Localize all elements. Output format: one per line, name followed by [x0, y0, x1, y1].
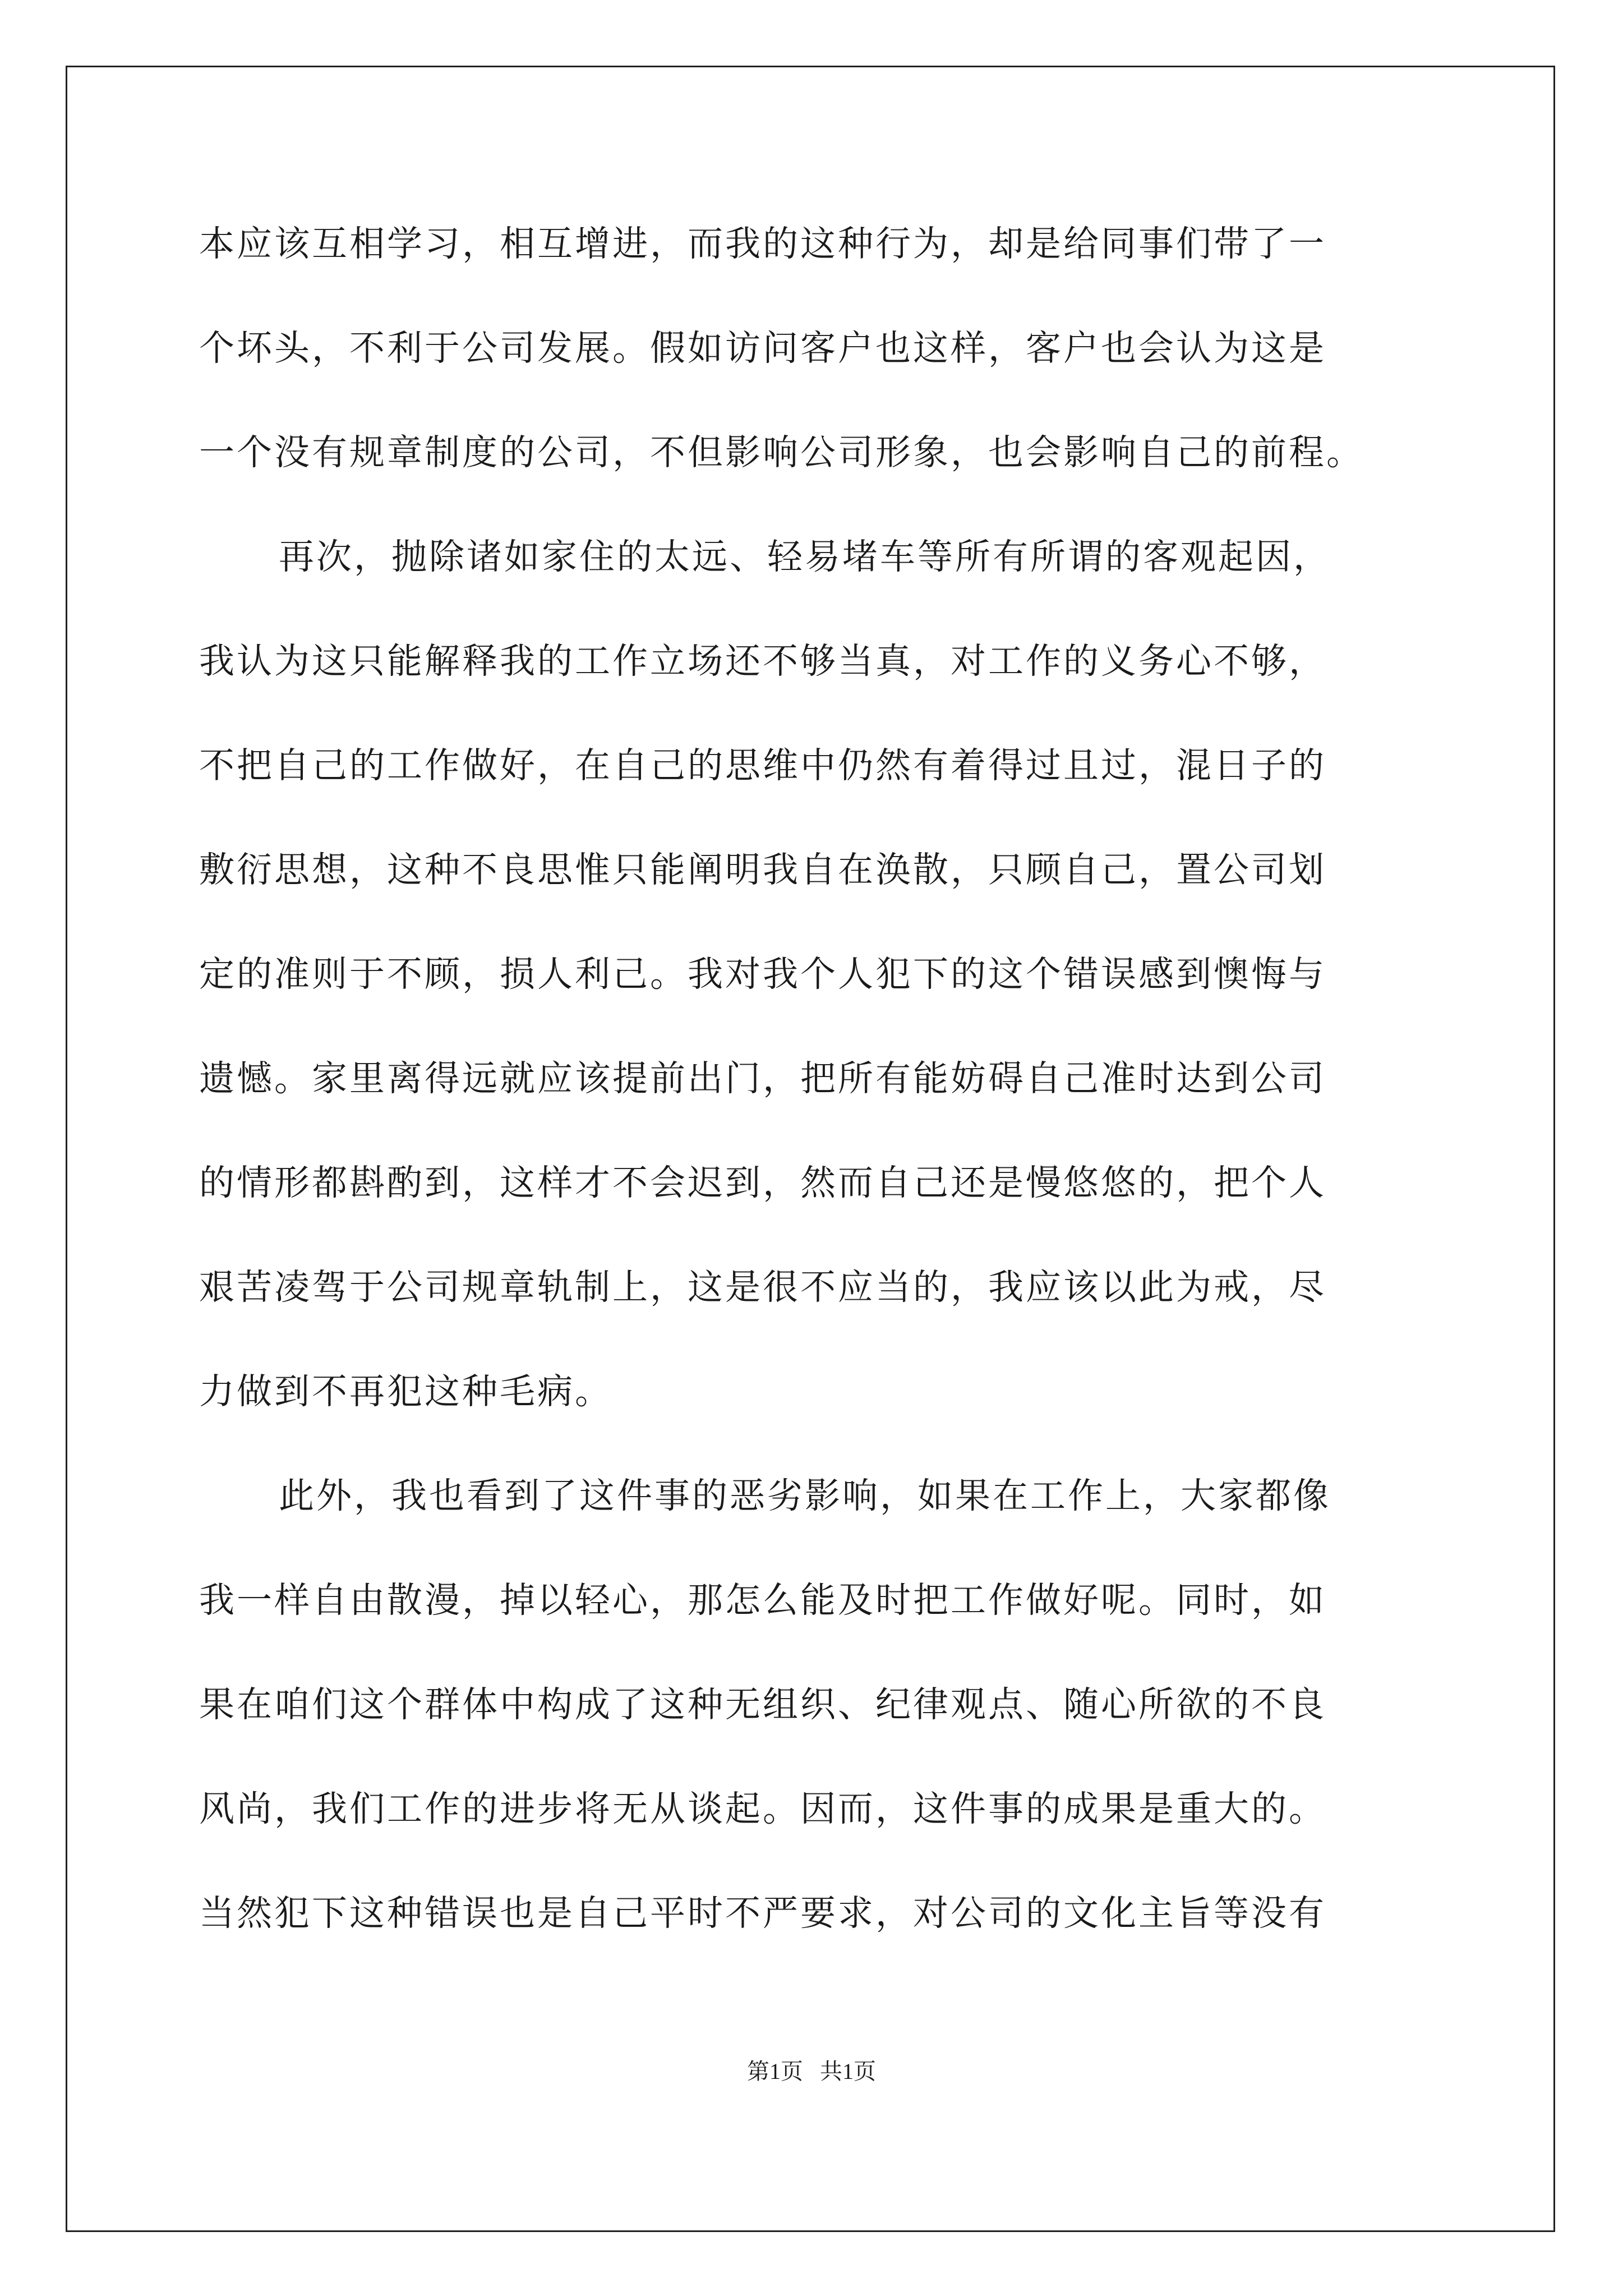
page-footer — [0, 2058, 1623, 2086]
text-line-8: 定的准则于不顾，损人利己。我对我个人犯下的这个错误感到懊悔与 — [199, 954, 1326, 995]
text-line-4-paragraph-start: 再次，抛除诸如家住的太远、轻易堵车等所有所谓的客观起因， — [279, 536, 1331, 577]
page-number: 第1页 — [747, 2059, 803, 2084]
text-line-6: 不把自己的工作做好，在自己的思维中仍然有着得过且过，混日子的 — [199, 745, 1326, 786]
text-line-5: 我认为这只能解释我的工作立场还不够当真，对工作的义务心不够， — [199, 641, 1326, 682]
total-pages: 共1页 — [820, 2059, 876, 2084]
footer-gap — [803, 2059, 820, 2084]
text-line-12: 力做到不再犯这种毛病。 — [199, 1371, 612, 1412]
text-line-1: 本应该互相学习，相互增进，而我的这种行为，却是给同事们带了一 — [199, 223, 1326, 264]
text-line-2: 个坏头，不利于公司发展。假如访问客户也这样，客户也会认为这是 — [199, 328, 1326, 369]
text-line-9: 遗憾。家里离得远就应该提前出门，把所有能妨碍自己准时达到公司 — [199, 1058, 1326, 1099]
text-line-14: 我一样自由散漫，掉以轻心，那怎么能及时把工作做好呢。同时，如 — [199, 1580, 1326, 1621]
text-line-13-paragraph-start: 此外，我也看到了这件事的恶劣影响，如果在工作上，大家都像 — [279, 1475, 1331, 1516]
document-body — [199, 216, 1433, 1990]
text-line-11: 艰苦凌驾于公司规章轨制上，这是很不应当的，我应该以此为戒，尽 — [199, 1267, 1326, 1308]
text-line-17: 当然犯下这种错误也是自己平时不严要求，对公司的文化主旨等没有 — [199, 1893, 1326, 1934]
text-line-3: 一个没有规章制度的公司，不但影响公司形象，也会影响自己的前程。 — [199, 432, 1364, 473]
text-line-7: 敷衍思想，这种不良思惟只能阐明我自在涣散，只顾自己，置公司划 — [199, 849, 1326, 890]
text-line-10: 的情形都斟酌到，这样才不会迟到，然而自己还是慢悠悠的，把个人 — [199, 1162, 1326, 1203]
text-line-15: 果在咱们这个群体中构成了这种无组织、纪律观点、随心所欲的不良 — [199, 1684, 1326, 1725]
text-line-16: 风尚，我们工作的进步将无从谈起。因而，这件事的成果是重大的。 — [199, 1788, 1326, 1829]
